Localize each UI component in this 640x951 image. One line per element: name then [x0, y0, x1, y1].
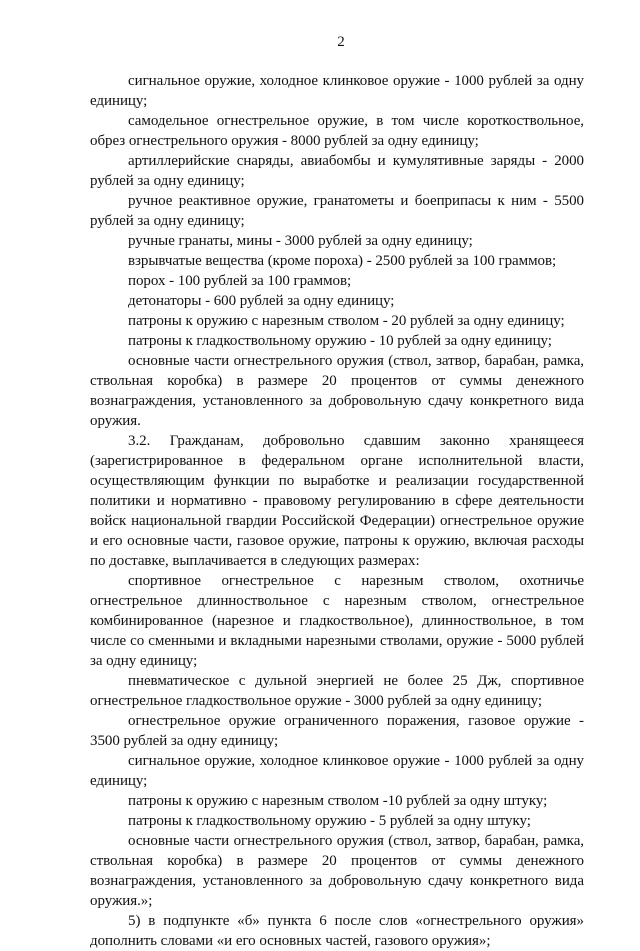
- paragraph: огнестрельное оружие ограниченного поражения, газовое оружие - 3500 рублей за одну единицу;: [90, 713, 584, 749]
- paragraph: патроны к гладкоствольному оружию - 5 рублей за одну штуку;: [128, 813, 531, 829]
- paragraph: пневматическое с дульной энергией не более 25 Дж, спортивное огнестрельное гладкоствольное оружие - 3000 рублей за одну единицу;: [90, 673, 584, 709]
- paragraph: патроны к оружию с нарезным стволом -10 рублей за одну штуку;: [128, 793, 548, 809]
- paragraph: основные части огнестрельного оружия (ствол, затвор, барабан, рамка, ствольная коробка) в размере 20 процентов от суммы денежного вознаграждения, установленного за добровольную сдачу конкретного вида оружия.»;: [90, 833, 584, 909]
- paragraph: взрывчатые вещества (кроме пороха) - 2500 рублей за 100 граммов;: [128, 253, 557, 269]
- paragraph: сигнальное оружие, холодное клинковое оружие - 1000 рублей за одну единицу;: [90, 753, 584, 789]
- paragraph: спортивное огнестрельное с нарезным стволом, охотничье огнестрельное длинноствольное с нарезным стволом, огнестрельное комбинированное (нарезное и гладкоствольное), длинноствольное, в том числе со сменными и вкладными нарезными стволами, оружие - 5000 рублей за одну единицу;: [90, 573, 584, 669]
- paragraph: основные части огнестрельного оружия (ствол, затвор, барабан, рамка, ствольная коробка) в размере 20 процентов от суммы денежного вознаграждения, установленного за добровольную сдачу конкретного вида оружия.: [90, 353, 584, 429]
- paragraph: ручное реактивное оружие, гранатометы и боеприпасы к ним - 5500 рублей за одну единицу;: [90, 193, 584, 229]
- paragraph: 5) в подпункте «б» пункта 6 после слов «огнестрельного оружия» дополнить словами «и его основных частей, газового оружия»;: [90, 913, 584, 949]
- paragraph: сигнальное оружие, холодное клинковое оружие - 1000 рублей за одну единицу;: [90, 73, 584, 109]
- paragraph: патроны к гладкоствольному оружию - 10 рублей за одну единицу;: [128, 333, 552, 349]
- page-number: 2: [337, 34, 345, 50]
- paragraph: порох - 100 рублей за 100 граммов;: [128, 273, 352, 289]
- paragraph: ручные гранаты, мины - 3000 рублей за одну единицу;: [128, 233, 473, 249]
- paragraph: 3.2. Гражданам, добровольно сдавшим законно хранящееся (зарегистрированное в федеральном органе исполнительной власти, осуществляющим функции по выработке и реализации государственной политики и нормативно - правовому регулированию в сфере деятельности войск национальной гвардии Российской Федерации) огнестрельное оружие и его основные части, газовое оружие, патроны к оружию, включая расходы по доставке, выплачивается в следующих размерах:: [90, 433, 584, 569]
- paragraph: самодельное огнестрельное оружие, в том числе короткоствольное, обрез огнестрельного оружия - 8000 рублей за одну единицу;: [90, 113, 584, 149]
- paragraph: артиллерийские снаряды, авиабомбы и кумулятивные заряды - 2000 рублей за одну единицу;: [90, 153, 584, 189]
- document-body: [90, 71, 584, 951]
- paragraph: патроны к оружию с нарезным стволом - 20 рублей за одну единицу;: [128, 313, 565, 329]
- paragraph: детонаторы - 600 рублей за одну единицу;: [128, 293, 395, 309]
